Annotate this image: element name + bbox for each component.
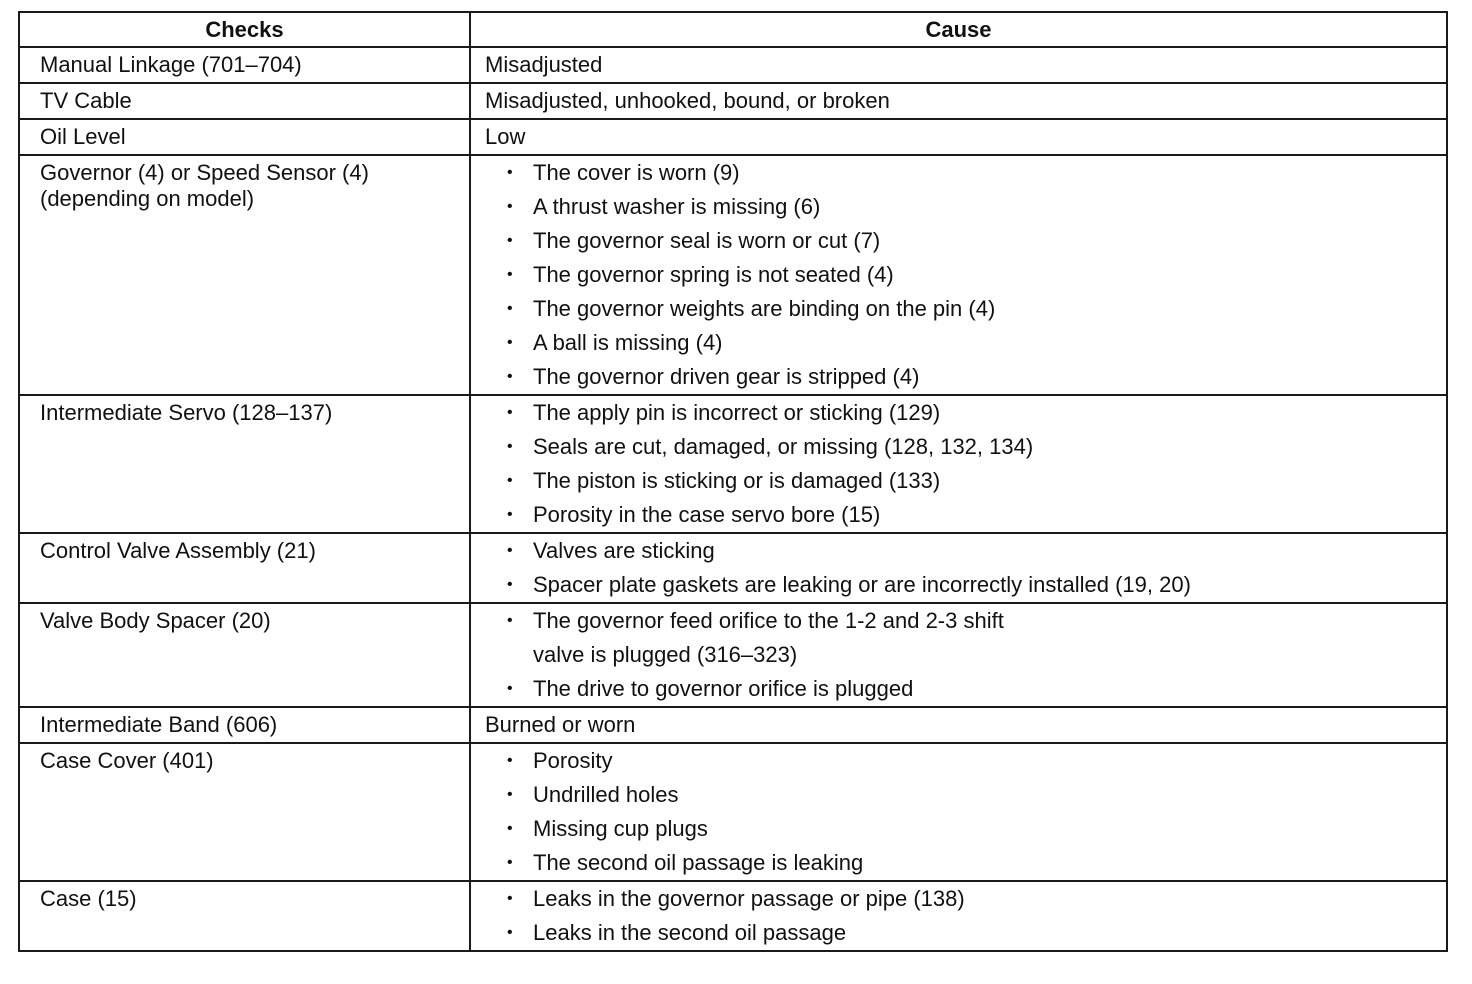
check-label: TV Cable xyxy=(40,88,132,113)
list-item xyxy=(507,604,1446,672)
list-item xyxy=(507,464,1446,498)
bullet-icon: • xyxy=(507,266,513,283)
list-item xyxy=(507,326,1446,360)
cause-item-text: The second oil passage is leaking xyxy=(533,850,864,875)
list-item xyxy=(507,430,1446,464)
list-item xyxy=(507,778,1446,812)
cause-list xyxy=(485,882,1446,950)
check-label: Intermediate Servo (128–137) xyxy=(40,400,333,425)
cause-text: Misadjusted xyxy=(485,52,603,77)
table-row xyxy=(19,881,1447,951)
cause-item-text: Undrilled holes xyxy=(533,782,679,807)
list-item xyxy=(507,498,1446,532)
cause-list xyxy=(485,396,1446,532)
check-label: Oil Level xyxy=(40,124,126,149)
cause-list xyxy=(485,604,1446,706)
bullet-icon: • xyxy=(507,300,513,317)
cause-item-text: The governor weights are binding on the pin (4) xyxy=(533,296,996,321)
list-item xyxy=(507,156,1446,190)
check-cell xyxy=(19,47,470,83)
cause-cell xyxy=(470,743,1447,881)
list-item xyxy=(507,916,1446,950)
table-row xyxy=(19,119,1447,155)
check-label: Manual Linkage (701–704) xyxy=(40,52,302,77)
bullet-icon: • xyxy=(507,924,513,941)
bullet-icon: • xyxy=(507,854,513,871)
check-label: Valve Body Spacer (20) xyxy=(40,608,271,633)
cause-cell xyxy=(470,533,1447,603)
bullet-icon: • xyxy=(507,612,513,629)
check-cell xyxy=(19,743,470,881)
cause-cell xyxy=(470,395,1447,533)
bullet-icon: • xyxy=(507,786,513,803)
check-cell xyxy=(19,533,470,603)
list-item xyxy=(507,360,1446,394)
cause-item-text: Seals are cut, damaged, or missing (128, 132, 134) xyxy=(533,434,1034,459)
list-item xyxy=(507,812,1446,846)
bullet-icon: • xyxy=(507,542,513,559)
cause-item-text: The governor driven gear is stripped (4) xyxy=(533,364,920,389)
cause-text: Misadjusted, unhooked, bound, or broken xyxy=(485,88,890,113)
cause-cell xyxy=(470,881,1447,951)
bullet-icon: • xyxy=(507,472,513,489)
cause-item-text: Leaks in the second oil passage xyxy=(533,920,847,945)
cause-item-text-line1: The governor feed orifice to the 1-2 and 2-3 shift xyxy=(533,608,1004,633)
check-label: Case (15) xyxy=(40,886,137,911)
cause-item-text: Porosity in the case servo bore (15) xyxy=(533,502,881,527)
bullet-icon: • xyxy=(507,890,513,907)
cause-cell xyxy=(470,603,1447,707)
bullet-icon: • xyxy=(507,404,513,421)
bullet-icon: • xyxy=(507,506,513,523)
cause-list xyxy=(485,156,1446,394)
cause-item-text: The apply pin is incorrect or sticking (129) xyxy=(533,400,941,425)
cause-item-text: Missing cup plugs xyxy=(533,816,708,841)
table-row xyxy=(19,533,1447,603)
check-label-line2: (depending on model) xyxy=(40,186,255,211)
cause-item-text: A ball is missing (4) xyxy=(533,330,723,355)
check-cell xyxy=(19,155,470,395)
header-checks: Checks xyxy=(19,12,470,47)
bullet-icon: • xyxy=(507,232,513,249)
check-label: Intermediate Band (606) xyxy=(40,712,278,737)
table-row xyxy=(19,707,1447,743)
cause-item-text: Valves are sticking xyxy=(533,538,715,563)
check-cell xyxy=(19,395,470,533)
cause-item-text: The governor spring is not seated (4) xyxy=(533,262,894,287)
list-item xyxy=(507,846,1446,880)
list-item xyxy=(507,258,1446,292)
table-row xyxy=(19,395,1447,533)
list-item xyxy=(507,224,1446,258)
check-cell xyxy=(19,707,470,743)
bullet-icon: • xyxy=(507,438,513,455)
table-row xyxy=(19,47,1447,83)
check-cell xyxy=(19,119,470,155)
cause-item-text-line2: valve is plugged (316–323) xyxy=(533,642,798,667)
list-item xyxy=(507,882,1446,916)
bullet-icon: • xyxy=(507,198,513,215)
cause-text: Burned or worn xyxy=(485,712,636,737)
bullet-icon: • xyxy=(507,368,513,385)
cause-cell xyxy=(470,47,1447,83)
bullet-icon: • xyxy=(507,576,513,593)
list-item xyxy=(507,396,1446,430)
check-cell xyxy=(19,83,470,119)
check-label xyxy=(40,156,469,216)
cause-item-text: The drive to governor orifice is plugged xyxy=(533,676,914,701)
list-item xyxy=(507,568,1446,602)
cause-item-text: The cover is worn (9) xyxy=(533,160,740,185)
header-cause: Cause xyxy=(470,12,1447,47)
cause-item-text: A thrust washer is missing (6) xyxy=(533,194,821,219)
check-cell xyxy=(19,881,470,951)
list-item xyxy=(507,534,1446,568)
check-label: Case Cover (401) xyxy=(40,748,214,773)
cause-cell xyxy=(470,707,1447,743)
cause-list xyxy=(485,534,1446,602)
bullet-icon: • xyxy=(507,334,513,351)
cause-item-text: The piston is sticking or is damaged (133) xyxy=(533,468,941,493)
diagnosis-table xyxy=(18,11,1448,952)
bullet-icon: • xyxy=(507,164,513,181)
table-row xyxy=(19,603,1447,707)
table-row xyxy=(19,155,1447,395)
cause-cell xyxy=(470,83,1447,119)
table-row xyxy=(19,83,1447,119)
check-label-line1: Governor (4) or Speed Sensor (4) xyxy=(40,160,369,185)
check-label: Control Valve Assembly (21) xyxy=(40,538,316,563)
list-item xyxy=(507,672,1446,706)
check-cell xyxy=(19,603,470,707)
cause-cell xyxy=(470,119,1447,155)
list-item xyxy=(507,190,1446,224)
cause-item-text: The governor seal is worn or cut (7) xyxy=(533,228,881,253)
bullet-icon: • xyxy=(507,752,513,769)
bullet-icon: • xyxy=(507,820,513,837)
cause-item-text: Spacer plate gaskets are leaking or are incorrectly installed (19, 20) xyxy=(533,572,1191,597)
cause-item-text: Leaks in the governor passage or pipe (138) xyxy=(533,886,965,911)
list-item xyxy=(507,292,1446,326)
cause-list xyxy=(485,744,1446,880)
cause-text: Low xyxy=(485,124,526,149)
list-item xyxy=(507,744,1446,778)
table-header-row xyxy=(19,12,1447,47)
table-row xyxy=(19,743,1447,881)
bullet-icon: • xyxy=(507,680,513,697)
cause-item-text: Porosity xyxy=(533,748,613,773)
cause-cell xyxy=(470,155,1447,395)
